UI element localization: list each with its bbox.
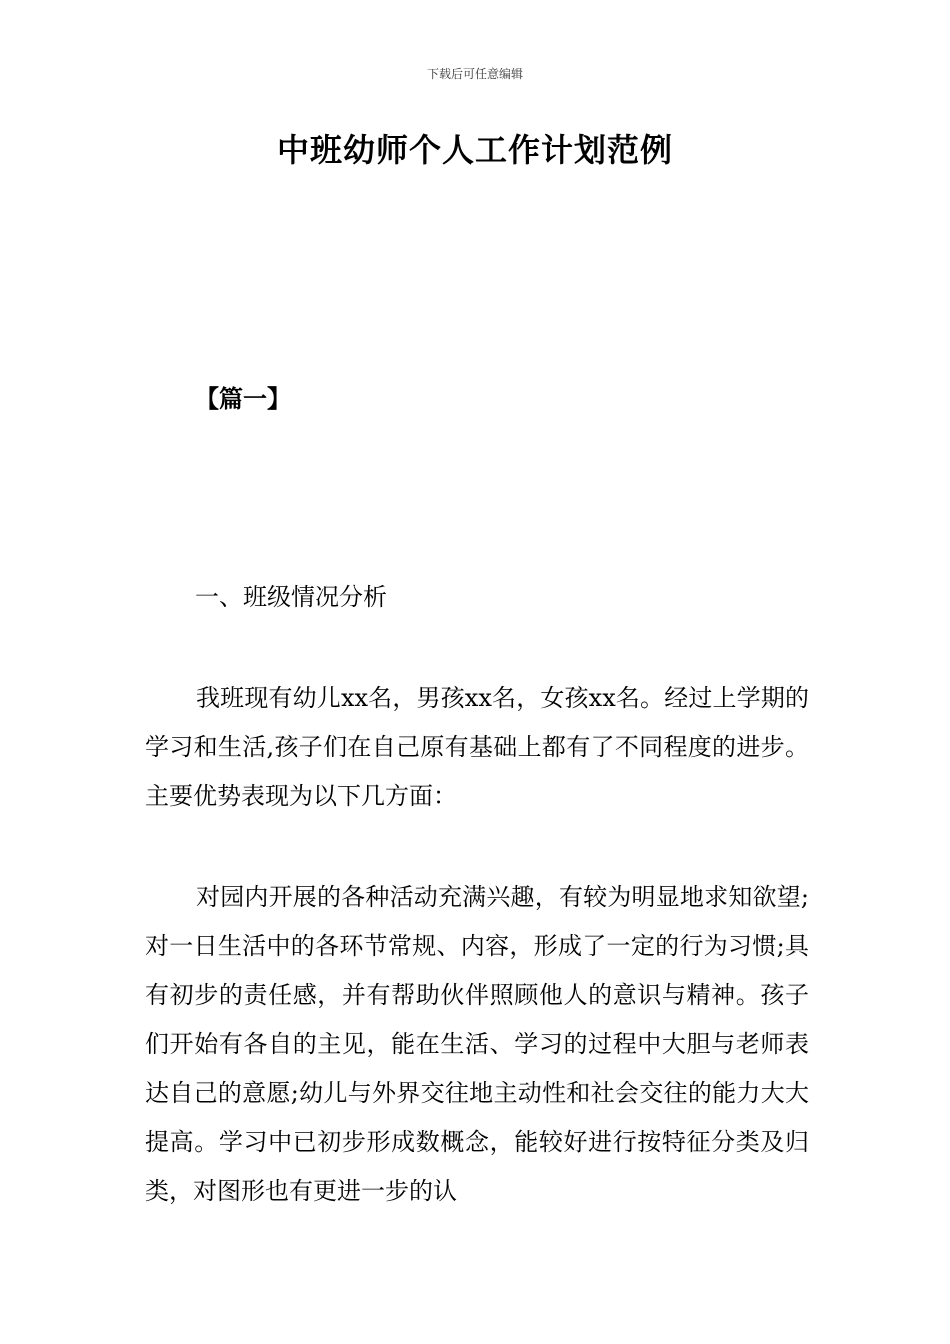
section-heading: 一、班级情况分析 [195,583,387,611]
section-label: 【篇一】 [195,384,291,413]
body-paragraph: 对园内开展的各种活动充满兴趣，有较为明显地求知欲望;对一日生活中的各环节常规、内容，形成了一定的行为习惯;具有初步的责任感，并有帮助伙伴照顾他人的意识与精神。孩子们开始有各自的主见，能在生活、学习的过程中大胆与老师表达自己的意愿;幼儿与外界交往地主动性和社会交往的能力大大提高。学习中已初步形成数概念，能较好进行按特征分类及归类，对图形也有更进一步的认 [145,883,809,1205]
body-paragraph: 我班现有幼儿xx名，男孩xx名，女孩xx名。经过上学期的学习和生活,孩子们在自己原有基础上都有了不同程度的进步。主要优势表现为以下几方面： [145,684,809,810]
page-header-note: 下载后可任意编辑 [426,67,523,81]
document-title: 中班幼师个人工作计划范例 [276,131,673,169]
